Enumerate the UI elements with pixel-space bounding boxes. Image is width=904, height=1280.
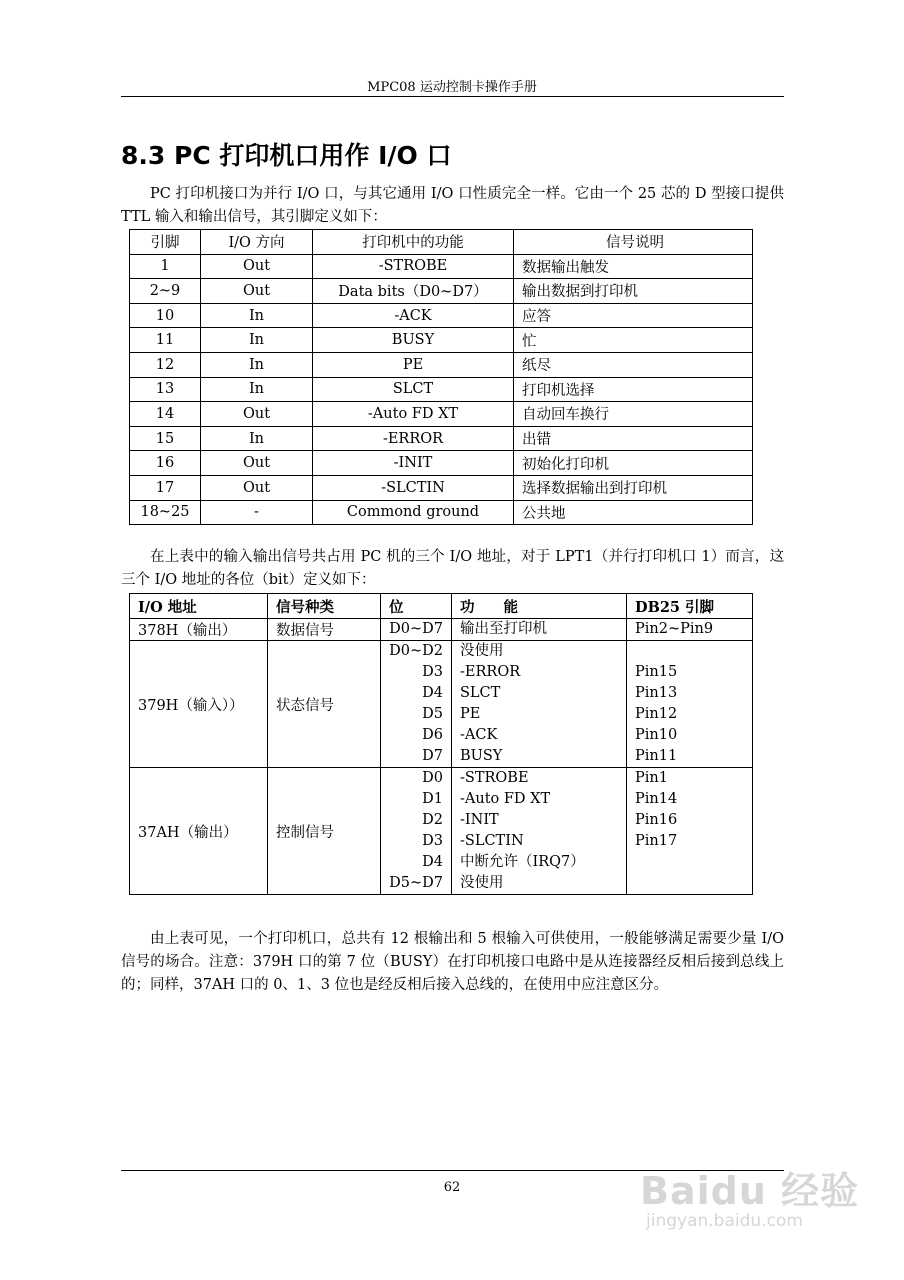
cell-line: -INIT <box>460 812 499 828</box>
cell-line: Pin15 <box>635 664 678 680</box>
table-cell: 14 <box>130 402 201 427</box>
table-row <box>130 619 753 641</box>
cell-line: D1 <box>422 791 443 807</box>
function-cell <box>452 641 627 768</box>
cell-line: Pin17 <box>635 833 678 849</box>
table-cell: -ERROR <box>313 426 514 451</box>
pin-cell <box>627 768 753 895</box>
section-title: 8.3 PC 打印机口用作 I/O 口 <box>121 141 452 170</box>
cell-line <box>635 641 748 662</box>
table-cell: In <box>201 377 313 402</box>
io-address-table <box>129 593 753 895</box>
table-row <box>130 641 753 768</box>
io-address-cell: 378H（输出） <box>130 619 268 641</box>
cell-line: Pin2~Pin9 <box>635 621 714 637</box>
table-cell: 16 <box>130 451 201 476</box>
table-cell: - <box>201 500 313 525</box>
table-cell: 自动回车换行 <box>514 402 753 427</box>
cell-line: 没使用 <box>460 875 504 891</box>
table-cell: -ACK <box>313 303 514 328</box>
table-row <box>130 303 753 328</box>
pin-definition-table <box>129 229 753 525</box>
watermark-url: jingyan.baidu.com <box>646 1211 803 1231</box>
table-cell: 忙 <box>514 328 753 353</box>
table-cell: 出错 <box>514 426 753 451</box>
cell-line: Pin14 <box>635 791 678 807</box>
table-cell: Data bits（D0~D7） <box>313 279 514 304</box>
table-row <box>130 475 753 500</box>
table-row <box>130 768 753 895</box>
table-row <box>130 377 753 402</box>
table-cell: In <box>201 303 313 328</box>
cell-line: -ACK <box>460 727 498 743</box>
cell-line: SLCT <box>460 685 501 701</box>
table-cell: Commond ground <box>313 500 514 525</box>
table-cell: 11 <box>130 328 201 353</box>
pin-cell <box>627 619 753 641</box>
table-row <box>130 352 753 377</box>
table-cell: 应答 <box>514 303 753 328</box>
summary-paragraph: 由上表可见，一个打印机口，总共有 12 根输出和 5 根输入可供使用，一般能够满足需要少量 I/O 信号的场合。注意：379H 口的第 7 位（BUSY）在打印机接口电路中是从连接器经反相后接到总线上的；同样，37AH 口的 0、1、3 位也是经反相后接入总线的，在使用中应注意区分。 <box>121 931 784 993</box>
cell-line: 输出至打印机 <box>460 621 547 637</box>
signal-type-cell: 数据信号 <box>268 619 381 641</box>
table-cell: SLCT <box>313 377 514 402</box>
table-cell: Out <box>201 402 313 427</box>
table-row <box>130 279 753 304</box>
header-cell: 引脚 <box>130 230 201 255</box>
cell-line: D5~D7 <box>389 875 443 891</box>
table-cell: 初始化打印机 <box>514 451 753 476</box>
cell-line: D0 <box>422 770 443 786</box>
table-cell: 17 <box>130 475 201 500</box>
table-cell: 输出数据到打印机 <box>514 279 753 304</box>
io-address-paragraph: 在上表中的输入输出信号共占用 PC 机的三个 I/O 地址，对于 LPT1（并行打印机口 1）而言，这三个 I/O 地址的各位（bit）定义如下： <box>121 549 784 588</box>
cell-line: D0~D7 <box>389 621 443 637</box>
cell-line: -ERROR <box>460 664 521 680</box>
table-cell: 1 <box>130 254 201 279</box>
table-cell: Out <box>201 451 313 476</box>
cell-line: -Auto FD XT <box>460 791 551 807</box>
cell-line: PE <box>460 706 481 722</box>
table-header-row <box>130 230 753 255</box>
table-cell: BUSY <box>313 328 514 353</box>
cell-line: D4 <box>422 685 443 701</box>
table-cell: PE <box>313 352 514 377</box>
header-cell: I/O 地址 <box>130 594 268 619</box>
table-cell: 选择数据输出到打印机 <box>514 475 753 500</box>
table-cell: 12 <box>130 352 201 377</box>
table-row <box>130 426 753 451</box>
cell-line: Pin13 <box>635 685 678 701</box>
cell-line: -SLCTIN <box>460 833 524 849</box>
table-row <box>130 402 753 427</box>
cell-line: Pin1 <box>635 770 668 786</box>
header-cell: 位 <box>381 594 452 619</box>
cell-line: BUSY <box>460 748 503 764</box>
table-cell: 公共地 <box>514 500 753 525</box>
table-cell: 10 <box>130 303 201 328</box>
cell-line: Pin12 <box>635 706 678 722</box>
table-header-row <box>130 594 753 619</box>
header-cell: 功 能 <box>452 594 627 619</box>
page-number: 62 <box>443 1180 461 1195</box>
table-cell: 18~25 <box>130 500 201 525</box>
cell-line: D2 <box>422 812 443 828</box>
cell-line: D5 <box>422 706 443 722</box>
cell-line: Pin16 <box>635 812 678 828</box>
table-row <box>130 500 753 525</box>
table-cell: 打印机选择 <box>514 377 753 402</box>
watermark <box>640 1160 880 1231</box>
table-cell: 13 <box>130 377 201 402</box>
cell-line: D3 <box>422 664 443 680</box>
header-cell: I/O 方向 <box>201 230 313 255</box>
table-cell: In <box>201 352 313 377</box>
intro-paragraph: PC 打印机接口为并行 I/O 口，与其它通用 I/O 口性质完全一样。它由一个 25 芯的 D 型接口提供 TTL 输入和输出信号，其引脚定义如下： <box>121 186 784 225</box>
pin-cell <box>627 641 753 768</box>
function-cell <box>452 619 627 641</box>
table-cell: Out <box>201 254 313 279</box>
signal-type-cell: 状态信号 <box>268 641 381 768</box>
cell-line: D4 <box>422 854 443 870</box>
function-cell <box>452 768 627 895</box>
table-cell: Out <box>201 279 313 304</box>
table-cell: -STROBE <box>313 254 514 279</box>
cell-line: D6 <box>422 727 443 743</box>
header-cell: 信号种类 <box>268 594 381 619</box>
cell-line: D3 <box>422 833 443 849</box>
bit-cell <box>381 768 452 895</box>
cell-line: -STROBE <box>460 770 529 786</box>
table-row <box>130 328 753 353</box>
header-cell: 打印机中的功能 <box>313 230 514 255</box>
cell-line: D0~D2 <box>389 643 443 659</box>
table-cell: In <box>201 426 313 451</box>
cell-line: 中断允许（IRQ7） <box>460 854 585 870</box>
table-cell: In <box>201 328 313 353</box>
cell-line: 没使用 <box>460 643 504 659</box>
header-cell: DB25 引脚 <box>627 594 753 619</box>
running-header: MPC08 运动控制卡操作手册 <box>367 80 537 95</box>
cell-line: D7 <box>422 748 443 764</box>
table-row <box>130 254 753 279</box>
table-cell: -INIT <box>313 451 514 476</box>
io-address-cell: 379H（输入）） <box>130 641 268 768</box>
table-cell: 纸尽 <box>514 352 753 377</box>
table-cell: Out <box>201 475 313 500</box>
table-cell: 数据输出触发 <box>514 254 753 279</box>
table-cell: 15 <box>130 426 201 451</box>
table-cell: 2~9 <box>130 279 201 304</box>
baidu-logo: Baidu 经验 <box>640 1169 860 1213</box>
table-cell: -Auto FD XT <box>313 402 514 427</box>
cell-line: Pin11 <box>635 748 678 764</box>
table-cell: -SLCTIN <box>313 475 514 500</box>
header-rule <box>121 96 784 97</box>
signal-type-cell: 控制信号 <box>268 768 381 895</box>
header-cell: 信号说明 <box>514 230 753 255</box>
bit-cell <box>381 641 452 768</box>
bit-cell <box>381 619 452 641</box>
cell-line: Pin10 <box>635 727 678 743</box>
table-row <box>130 451 753 476</box>
io-address-cell: 37AH（输出） <box>130 768 268 895</box>
